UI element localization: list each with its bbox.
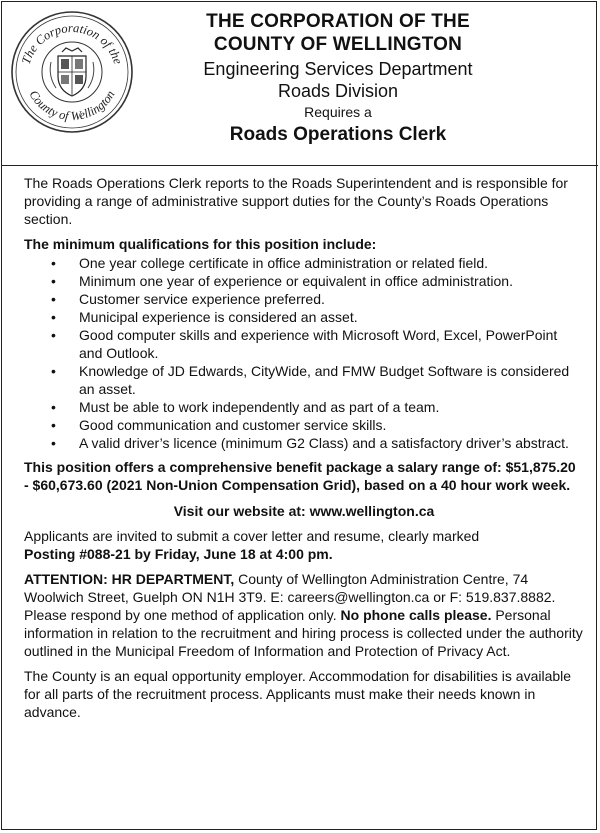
job-advertisement xyxy=(1,1,597,830)
bullet-icon: • xyxy=(51,255,56,271)
privacy-notice: Personal information in relation to the recruitment and hiring process is collected under the authority outlined in the Municipal Freedom of Information and Protection of Privacy Act. xyxy=(24,607,583,659)
list-item: • One year college certificate in office administration or related field. xyxy=(51,255,489,271)
intro-paragraph: The Roads Operations Clerk reports to the Roads Superintendent and is responsible for providing a range of administrative support duties for the County’s Roads Operations section. xyxy=(24,175,568,227)
bullet-icon: • xyxy=(51,417,56,433)
bullet-icon: • xyxy=(51,273,56,289)
list-item: • Good communication and customer service skills. xyxy=(51,417,387,433)
posting-deadline: Posting #088-21 by Friday, June 18 at 4:00 pm. xyxy=(24,546,333,562)
application-text: Applicants are invited to submit a cover letter and resume, clearly marked xyxy=(24,528,480,544)
svg-text:The Corporation of the: The Corporation of the xyxy=(18,20,126,66)
qualifications-list xyxy=(24,254,584,452)
division-name: Roads Division xyxy=(277,81,399,101)
list-item: • Good computer skills and experience with Microsoft Word, Excel, PowerPoint and Outlook. xyxy=(51,327,558,361)
header-titles xyxy=(138,10,538,148)
bullet-icon: • xyxy=(51,327,56,343)
department-name: Engineering Services Department xyxy=(203,59,473,79)
contact-address: County of Wellington Administration Centre, 74 Woolwich Street, Guelph ON N1H 3T9. E: careers@wellington.ca or F: 519.837.8882. Please respond by one method of application only. xyxy=(24,571,556,623)
list-item: • Knowledge of JD Edwards, CityWide, and FMW Budget Software is considered an asset. xyxy=(51,363,570,397)
ad-body xyxy=(24,174,584,721)
equal-opportunity-statement: The County is an equal opportunity employer. Accommodation for disabilities is available for all parts of the recruitment process. Applicants must make their needs known in advance. xyxy=(24,668,572,720)
list-item: • Customer service experience preferred. xyxy=(51,291,325,307)
list-item: • Must be able to work independently and as part of a team. xyxy=(51,399,440,415)
organization-name-line-2: COUNTY OF WELLINGTON xyxy=(213,34,463,55)
attention-paragraph xyxy=(24,570,584,660)
county-seal-logo xyxy=(6,6,136,136)
bullet-icon: • xyxy=(51,291,56,307)
svg-text:County of Wellington: County of Wellington xyxy=(26,87,118,124)
website-line: Visit our website at: www.wellington.ca xyxy=(173,503,435,519)
bullet-icon: • xyxy=(51,309,56,325)
list-item: • Minimum one year of experience or equivalent in office administration. xyxy=(51,273,513,289)
ad-header xyxy=(2,2,598,166)
list-item: • Municipal experience is considered an asset. xyxy=(51,309,358,325)
requires-label: Requires a xyxy=(304,104,372,120)
attention-label: ATTENTION: HR DEPARTMENT, xyxy=(24,571,235,587)
position-title: Roads Operations Clerk xyxy=(229,124,447,145)
application-instructions xyxy=(24,527,584,563)
no-phone-calls-note: No phone calls please. xyxy=(340,607,492,623)
crest-icon xyxy=(50,48,94,96)
organization-name-line-1: THE CORPORATION OF THE xyxy=(206,11,470,32)
bullet-icon: • xyxy=(51,435,56,451)
list-item: • A valid driver’s licence (minimum G2 Class) and a satisfactory driver’s abstract. xyxy=(51,435,569,451)
qualifications-heading: The minimum qualifications for this position include: xyxy=(24,236,377,252)
bullet-icon: • xyxy=(51,363,56,379)
bullet-icon: • xyxy=(51,399,56,415)
salary-paragraph: This position offers a comprehensive benefit package a salary range of: $51,875.20 - $60,673.60 (2021 Non-Union Compensation Grid), based on a 40 hour work week. xyxy=(24,459,576,493)
